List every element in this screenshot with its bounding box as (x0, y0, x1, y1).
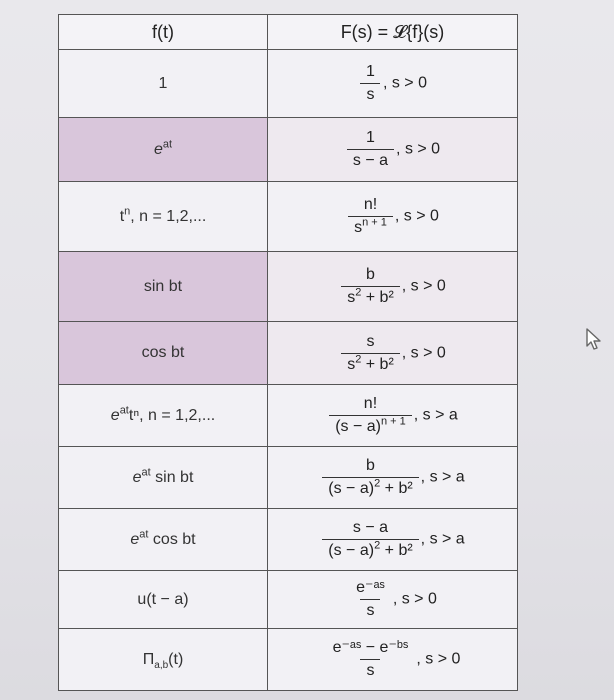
table-row (59, 571, 518, 629)
F-cell (268, 50, 518, 118)
f-cell (59, 571, 268, 629)
f-main: cos bt (141, 344, 185, 361)
f-cell (59, 509, 268, 571)
denominator (347, 149, 394, 170)
f-main: e (153, 140, 163, 158)
f-rest: (t) (168, 650, 184, 668)
f-main: 1 (158, 74, 168, 92)
table-row (59, 447, 518, 509)
den-main: (s − a) (335, 418, 381, 435)
f-rest: sin bt (150, 468, 194, 486)
f-cell (59, 118, 268, 182)
F-cell (268, 252, 518, 322)
condition: , s > 0 (401, 344, 446, 361)
denominator (360, 659, 380, 680)
numerator: e⁻ᵃˢ (356, 579, 385, 596)
F-cell (268, 182, 518, 252)
f-cell (59, 50, 268, 118)
f-main: u(t − a) (137, 590, 189, 608)
den-main: s (366, 602, 375, 619)
f-main: t (119, 207, 125, 225)
f-sup: at (162, 138, 173, 151)
denominator (348, 216, 393, 237)
den-main: s − a (352, 152, 389, 169)
fraction (347, 129, 394, 170)
f-main: Π (142, 650, 155, 668)
f-cell (59, 447, 268, 509)
fraction (360, 63, 381, 104)
F-cell (268, 447, 518, 509)
F-cell (268, 322, 518, 385)
table-row (59, 182, 518, 252)
condition: , s > a (420, 468, 465, 486)
denominator (360, 599, 380, 620)
f-cell (59, 252, 268, 322)
condition: , s > 0 (382, 74, 427, 92)
den-rest: + b² (380, 542, 413, 559)
fraction (329, 395, 412, 436)
den-sup: 2 (374, 477, 381, 490)
fraction (348, 196, 393, 237)
numerator: 1 (366, 63, 375, 80)
den-sup: n + 1 (362, 216, 387, 229)
f-cell (59, 385, 268, 447)
den-main: (s − a) (328, 480, 375, 497)
den-main: s (347, 355, 356, 373)
f-cell (59, 322, 268, 385)
table-row (59, 118, 518, 182)
F-cell (268, 629, 518, 691)
denominator (360, 83, 380, 104)
fraction (341, 266, 400, 307)
header-f-of-t: f(t) (59, 15, 268, 50)
numerator: n! (363, 196, 378, 213)
den-main: s (366, 86, 375, 103)
table-row (59, 252, 518, 322)
table-header-row (59, 15, 518, 50)
den-sup: 2 (355, 353, 362, 366)
condition: , s > 0 (394, 207, 439, 225)
f-sup: n (124, 205, 131, 218)
laplace-transform-table (58, 14, 518, 691)
f-sup: at (139, 528, 149, 541)
header-laplace-transform: F(s) = 𝓛{f}(s) (268, 15, 518, 50)
condition: , s > a (420, 530, 465, 548)
condition: , s > 0 (392, 590, 437, 608)
den-rest: + b² (361, 355, 394, 373)
den-main: s (354, 219, 363, 236)
f-cell (59, 182, 268, 252)
condition: , s > 0 (396, 140, 441, 158)
den-rest: + b² (361, 289, 394, 306)
f-main: sin bt (143, 277, 183, 295)
den-sup: 2 (355, 286, 362, 299)
condition: , s > 0 (416, 650, 461, 668)
F-cell (268, 509, 518, 571)
f-sup: at (141, 466, 151, 479)
f-main: e (132, 468, 142, 486)
table-row (59, 509, 518, 571)
table-row (59, 629, 518, 691)
f-rest: , n = 1,2,... (130, 207, 207, 225)
numerator: s (366, 332, 375, 350)
F-cell (268, 571, 518, 629)
denominator (341, 353, 400, 374)
laplace-table-sheet (58, 14, 518, 691)
den-main: s (347, 289, 356, 306)
den-sup: 2 (374, 539, 381, 552)
fraction (327, 639, 415, 680)
f-sub: a,b (154, 659, 169, 671)
table-row (59, 322, 518, 385)
numerator: n! (363, 395, 378, 412)
table-row (59, 50, 518, 118)
den-main: (s − a) (328, 542, 375, 559)
condition: , s > a (413, 406, 458, 424)
f-main: e (130, 530, 140, 548)
f-cell (59, 629, 268, 691)
numerator: e⁻ᵃˢ − e⁻ᵇˢ (332, 639, 409, 656)
denominator (322, 539, 418, 560)
f-rest: cos bt (148, 530, 196, 548)
numerator: b (366, 266, 375, 283)
numerator: s − a (352, 519, 389, 536)
denominator (329, 415, 412, 436)
condition: , s > 0 (401, 277, 446, 295)
F-cell (268, 118, 518, 182)
fraction (322, 457, 418, 498)
denominator (322, 477, 418, 498)
den-main: s (366, 662, 375, 679)
f-main: e (110, 406, 120, 424)
fraction (350, 579, 391, 620)
F-cell (268, 385, 518, 447)
den-sup: n + 1 (380, 415, 406, 428)
fraction (341, 333, 400, 374)
den-rest: + b² (380, 480, 413, 497)
numerator: 1 (366, 129, 375, 146)
fraction (322, 519, 418, 560)
denominator (341, 286, 400, 307)
mouse-pointer-icon (584, 327, 606, 353)
table-row (59, 385, 518, 447)
f-sup: at (119, 404, 129, 417)
numerator: b (366, 457, 375, 474)
f-rest: tⁿ, n = 1,2,... (128, 406, 216, 424)
